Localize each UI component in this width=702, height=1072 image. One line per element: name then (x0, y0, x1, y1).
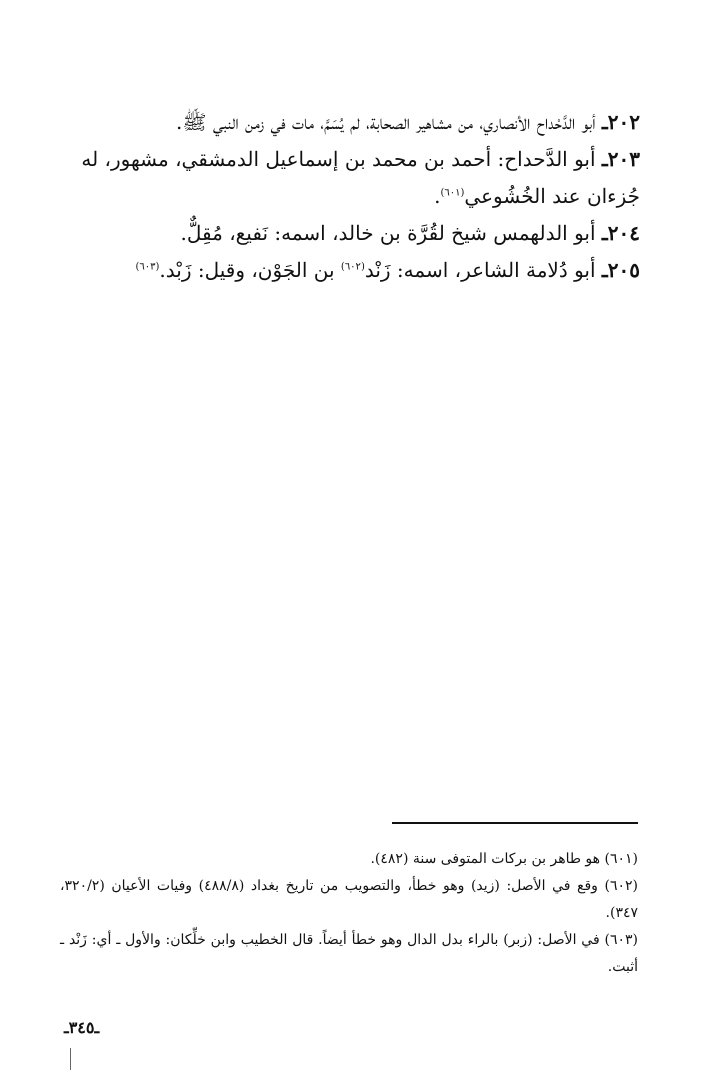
entry-number: ٢٠٥ـ (601, 258, 640, 282)
footnote-divider (392, 822, 638, 824)
entry-text-end: . (434, 184, 441, 208)
entry-text: أبو الدَّحداح: أحمد بن محمد بن إسماعيل الدمشقي، مشهور، له جُزءان عند الخُشُوعي (81, 147, 640, 208)
entry-204 (64, 215, 640, 252)
entry-text: أبو دُلامة الشاعر، اسمه: زَنْد (364, 258, 602, 282)
footnotes-section (60, 846, 638, 981)
entry-205 (64, 252, 640, 289)
entries-list (64, 104, 640, 289)
footnote-reference[interactable]: (٦٠٢) (340, 261, 365, 273)
footnote-602: (٦٠٢) وقع في الأصل: (زيد) وهو خطأ، والتصويب من تاريخ بغداد (٤٨٨/٨) وفيات الأعيان (٣٢٠/٢، ٣٤٧). (60, 878, 638, 921)
page-number: ـ٣٤٥ـ (64, 1018, 100, 1037)
footnote-reference[interactable]: (٦٠١) (440, 187, 465, 199)
entry-number: ٢٠٢ـ (601, 110, 640, 134)
entry-number: ٢٠٤ـ (601, 221, 640, 245)
entry-202 (64, 104, 640, 141)
scan-margin-line (70, 1048, 71, 1070)
footnote-601: (٦٠١) هو طاهر بن بركات المتوفى سنة (٤٨٢). (370, 851, 638, 867)
entry-text: أبو الدلهمس شيخ لقُرَّة بن خالد، اسمه: نَفيع، مُقِلٌّ. (180, 221, 602, 245)
entry-text-continued: بن الجَوْن، وقيل: زَبْد. (159, 258, 341, 282)
footnote-reference[interactable]: (٦٠٣) (135, 261, 160, 273)
footnote-603: (٦٠٣) في الأصل: (زبر) بالراء بدل الدال وهو خطأ أيضاً. قال الخطيب وابن خلِّكان: والأول ـ أي: زَنْد ـ أثبت. (60, 932, 638, 975)
entry-text: أبو الدَّحْداح الأنصاري، من مشاهير الصحابة، لم يُسَمَّ، مات في زمن النبي ﷺ. (175, 110, 602, 134)
entry-203 (64, 141, 640, 215)
entry-number: ٢٠٣ـ (601, 147, 640, 171)
